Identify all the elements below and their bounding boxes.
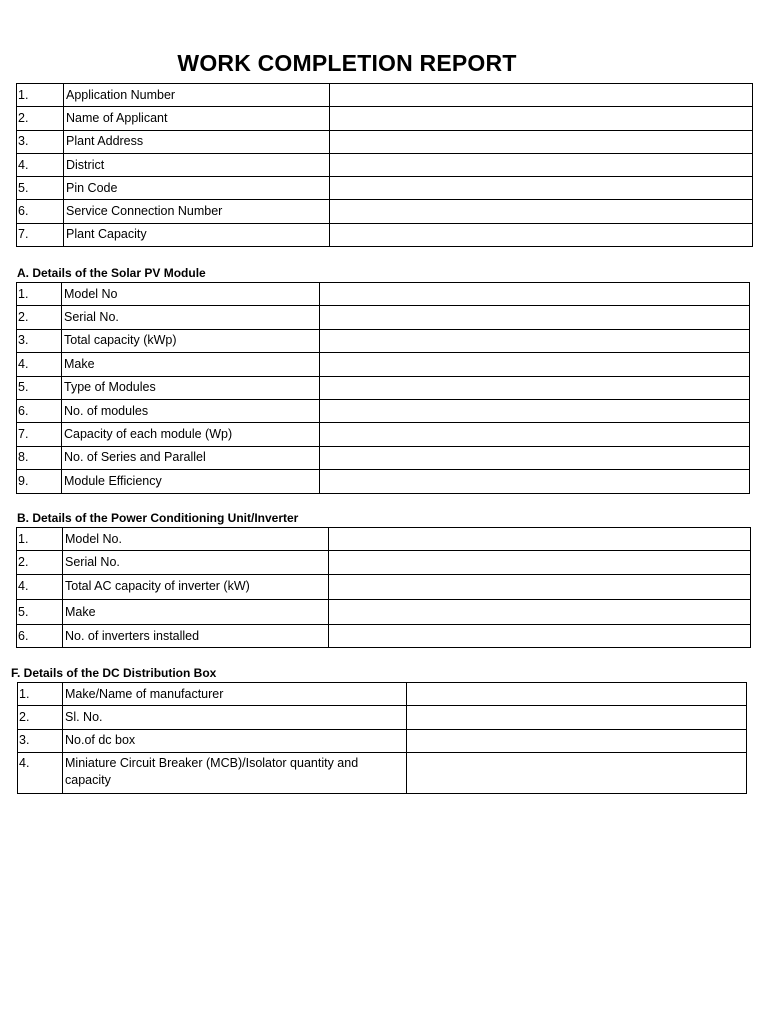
plant-capacity-field[interactable] [330,223,753,246]
row-label: Total AC capacity of inverter (kW) [63,574,329,599]
row-label: Total capacity (kWp) [62,329,320,352]
row-number: 3. [18,729,63,752]
row-label: Application Number [64,84,330,107]
solar-module-table [16,282,750,494]
module-capacity-field[interactable] [320,423,750,446]
row-number: 2. [17,551,63,574]
row-label: District [64,153,330,176]
pin-code-field[interactable] [330,177,753,200]
inverter-make-field[interactable] [329,599,751,624]
row-label: Make [62,353,320,376]
district-field[interactable] [330,153,753,176]
inverter-heading: B. Details of the Power Conditioning Unit/Inverter [17,511,299,525]
table-row [18,752,747,793]
row-number: 2. [17,107,64,130]
manufacturer-field[interactable] [407,683,747,706]
table-row [17,223,753,246]
table-row [17,470,750,493]
row-number: 9. [17,470,62,493]
row-label: Sl. No. [63,706,407,729]
row-number: 5. [17,599,63,624]
row-number: 1. [18,683,63,706]
table-row [17,107,753,130]
row-label: Plant Address [64,130,330,153]
row-label: Serial No. [62,306,320,329]
table-row [17,551,751,574]
module-model-field[interactable] [320,283,750,306]
row-label: No. of Series and Parallel [62,446,320,469]
table-row [17,376,750,399]
row-number: 1. [17,283,62,306]
row-label: Make/Name of manufacturer [63,683,407,706]
row-label: Service Connection Number [64,200,330,223]
row-label: Plant Capacity [64,223,330,246]
row-number: 8. [17,446,62,469]
row-label: Model No. [63,528,329,551]
row-number: 5. [17,376,62,399]
row-number: 6. [17,200,64,223]
row-number: 2. [17,306,62,329]
row-number: 4. [17,153,64,176]
inverter-table [16,527,751,648]
row-label: Serial No. [63,551,329,574]
dc-box-serial-field[interactable] [407,706,747,729]
inverter-count-field[interactable] [329,625,751,648]
row-label: Type of Modules [62,376,320,399]
total-capacity-field[interactable] [320,329,750,352]
row-number: 2. [18,706,63,729]
row-label: Miniature Circuit Breaker (MCB)/Isolator quantity and capacity [63,752,407,793]
table-row [18,729,747,752]
general-details-table [16,83,753,247]
table-row [17,399,750,422]
row-label: No. of inverters installed [63,625,329,648]
row-label: Name of Applicant [64,107,330,130]
table-row [17,130,753,153]
row-number: 1. [17,84,64,107]
row-number: 7. [17,423,62,446]
row-number: 4. [17,574,63,599]
table-row [17,306,750,329]
table-row [17,84,753,107]
dc-box-count-field[interactable] [407,729,747,752]
module-serial-field[interactable] [320,306,750,329]
table-row [18,683,747,706]
table-row [17,329,750,352]
table-row [17,574,751,599]
row-number: 1. [17,528,63,551]
table-row [17,423,750,446]
table-row [17,177,753,200]
application-number-field[interactable] [330,84,753,107]
row-number: 4. [17,353,62,376]
table-row [17,283,750,306]
mcb-isolator-field[interactable] [407,752,747,793]
ac-capacity-field[interactable] [329,574,751,599]
dc-box-heading: F. Details of the DC Distribution Box [11,666,217,680]
row-number: 3. [17,130,64,153]
table-row [17,446,750,469]
table-row [18,706,747,729]
module-make-field[interactable] [320,353,750,376]
table-row [17,153,753,176]
row-label: Make [63,599,329,624]
row-number: 6. [17,399,62,422]
solar-module-heading: A. Details of the Solar PV Module [17,266,206,280]
page-title: WORK COMPLETION REPORT [177,50,517,76]
row-label: Model No [62,283,320,306]
row-number: 6. [17,625,63,648]
row-number: 5. [17,177,64,200]
inverter-serial-field[interactable] [329,551,751,574]
row-label: No. of modules [62,399,320,422]
row-label: Pin Code [64,177,330,200]
row-number: 4. [18,752,63,793]
table-row [17,528,751,551]
row-label: Capacity of each module (Wp) [62,423,320,446]
module-count-field[interactable] [320,399,750,422]
table-row [17,353,750,376]
table-row [17,200,753,223]
module-efficiency-field[interactable] [320,470,750,493]
row-number: 7. [17,223,64,246]
table-row [17,599,751,624]
plant-address-field[interactable] [330,130,753,153]
row-label: No.of dc box [63,729,407,752]
row-label: Module Efficiency [62,470,320,493]
applicant-name-field[interactable] [330,107,753,130]
module-type-field[interactable] [320,376,750,399]
service-connection-field[interactable] [330,200,753,223]
dc-box-table [17,682,747,794]
row-number: 3. [17,329,62,352]
table-row [17,625,751,648]
series-parallel-field[interactable] [320,446,750,469]
inverter-model-field[interactable] [329,528,751,551]
